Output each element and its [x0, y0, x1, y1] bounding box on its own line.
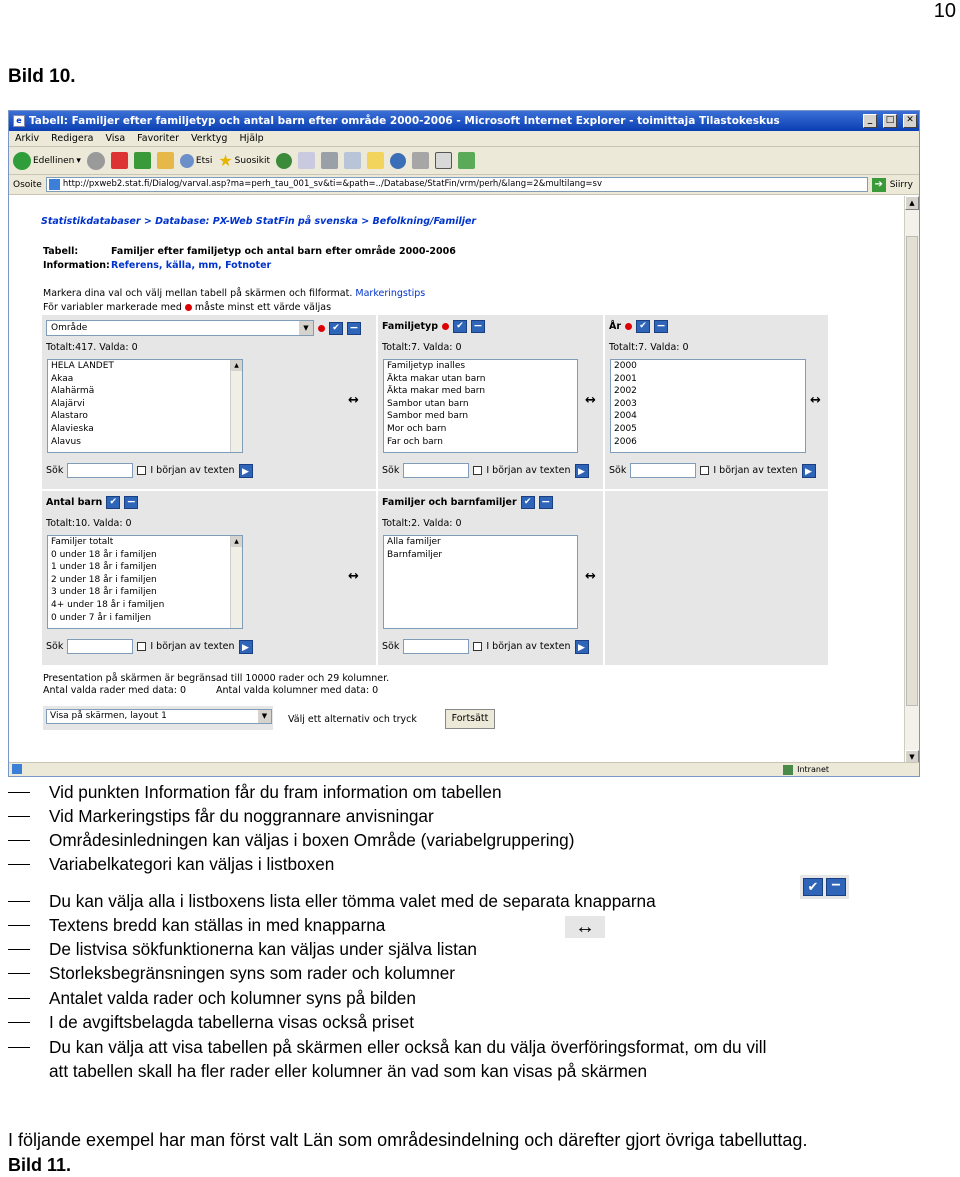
panel-title: Familjetyp	[382, 321, 438, 332]
scroll-up-icon[interactable]: ▲	[905, 196, 919, 210]
search-go-button[interactable]: ▶	[802, 464, 816, 478]
search-go-button[interactable]: ▶	[239, 640, 253, 654]
dropdown-arrow-icon: ▼	[258, 710, 271, 723]
instructions: Markera dina val och välj mellan tabell på skärmen och filformat. Markeringstips För variabler markerade med måste minst ett värde väljas	[43, 288, 426, 313]
table-label: Tabell:	[43, 246, 79, 257]
list-item[interactable]: Akaa	[51, 373, 74, 384]
menu-tools[interactable]: Verktyg	[191, 133, 228, 144]
status-zone: Intranet	[797, 765, 829, 774]
list-item[interactable]: Familjetyp inalles	[387, 361, 466, 371]
select-deselect-buttons-image	[800, 875, 849, 899]
folder-icon[interactable]	[367, 152, 384, 169]
search-icon	[180, 154, 194, 168]
window-icon[interactable]	[435, 152, 452, 169]
forward-icon[interactable]	[87, 152, 105, 170]
deselect-all-button[interactable]: −	[124, 496, 138, 509]
history-icon[interactable]	[276, 153, 292, 169]
panel-title: År	[609, 321, 622, 332]
browser-screenshot	[8, 110, 920, 777]
begins-with-checkbox[interactable]	[137, 642, 146, 651]
menu-favorites[interactable]: Favoriter	[137, 133, 180, 144]
begins-with-checkbox[interactable]	[473, 466, 482, 475]
list-item[interactable]: 3 under 18 år i familjen	[51, 587, 157, 598]
favorites-button[interactable]: ★ Suosikit	[218, 151, 271, 170]
list-item[interactable]: 2001	[614, 373, 637, 384]
list-item[interactable]: Mor och barn	[387, 423, 447, 434]
footer-text: I följande exempel har man först valt Län som områdesindelning och därefter gjort övriga tabelluttag.	[8, 1130, 808, 1150]
select-all-button[interactable]: ✔	[453, 320, 467, 333]
page-status-icon	[12, 764, 22, 774]
back-arrow-icon	[13, 152, 31, 170]
continue-button[interactable]: Fortsätt	[445, 709, 495, 729]
list-item[interactable]: Sambor med barn	[387, 411, 469, 422]
next-figure-heading: Bild 11.	[8, 1155, 72, 1175]
star-icon: ★	[218, 151, 233, 170]
breadcrumb[interactable]: Statistikdatabaser > Database: PX-Web StatFin på svenska > Befolkning/Familjer	[41, 216, 477, 227]
page-icon	[49, 179, 60, 190]
ar-listbox[interactable]	[610, 359, 806, 453]
search-row: Sök I början av texten ▶	[382, 463, 589, 478]
list-item[interactable]: 2005	[614, 423, 637, 434]
limits-info: Presentation på skärmen är begränsad till 10000 rader och 29 kolumner. Antal valda rader med data: 0 Antal valda kolumner med data: 0	[43, 673, 390, 696]
search-row: Sök I början av texten ▶	[46, 463, 253, 478]
address-label: Osoite	[13, 179, 42, 190]
list-item[interactable]: 4+ under 18 år i familjen	[51, 599, 165, 610]
required-dot-icon	[318, 325, 325, 332]
window-title: Tabell: Familjer efter familjetyp och antal barn efter område 2000-2006 - Microsoft Internet Explorer - toimittaja Tilastokeskus	[29, 115, 780, 127]
list-item[interactable]: Barnfamiljer	[387, 549, 443, 560]
scroll-up-icon[interactable]: ▲	[231, 360, 242, 371]
scroll-down-icon[interactable]: ▼	[905, 750, 919, 764]
page-number: 10	[933, 0, 956, 22]
panel-totals: Totalt:7. Valda: 0	[382, 342, 462, 353]
list-item[interactable]: Alahärmä	[51, 386, 95, 397]
list-item[interactable]: 2006	[614, 436, 637, 447]
panel-familjetyp	[377, 314, 604, 490]
search-go-button[interactable]: ▶	[575, 464, 589, 478]
panel-totals: Totalt:7. Valda: 0	[609, 342, 689, 353]
list-item[interactable]: 2004	[614, 411, 637, 422]
listbox-scrollbar[interactable]	[230, 360, 242, 452]
go-arrow-icon[interactable]: ➔	[872, 178, 886, 192]
begins-with-checkbox[interactable]	[137, 466, 146, 475]
page-content	[9, 196, 905, 764]
menu-view[interactable]: Visa	[105, 133, 126, 144]
scroll-thumb[interactable]	[906, 236, 918, 706]
edit-icon[interactable]	[344, 152, 361, 169]
list-item[interactable]: 2003	[614, 398, 637, 409]
information-links[interactable]: Referens, källa, mm, Fotnoter	[111, 260, 272, 271]
list-item[interactable]: Alajärvi	[51, 398, 85, 409]
table-info	[43, 245, 456, 273]
width-arrow-icon[interactable]: ↔	[348, 393, 359, 408]
status-bar	[9, 762, 919, 776]
search-go-button[interactable]: ▶	[239, 464, 253, 478]
antal-barn-listbox[interactable]	[47, 535, 243, 629]
menu-file[interactable]: Arkiv	[15, 133, 40, 144]
search-row: Sök I början av texten ▶	[46, 639, 253, 654]
list-item[interactable]: Alavieska	[51, 423, 94, 434]
scroll-up-icon[interactable]: ▲	[231, 536, 242, 547]
panel-title: Antal barn	[46, 497, 103, 508]
select-all-button[interactable]: ✔	[636, 320, 650, 333]
width-arrow-icon[interactable]: ↔	[348, 569, 359, 584]
list-item[interactable]: Äkta makar utan barn	[387, 373, 486, 384]
list-item[interactable]: Familjer totalt	[51, 537, 114, 547]
omrade-listbox[interactable]	[47, 359, 243, 453]
list-item[interactable]: Alastaro	[51, 411, 88, 422]
mail-icon[interactable]	[298, 152, 315, 169]
list-item[interactable]: 2002	[614, 386, 637, 397]
select-all-button[interactable]: ✔	[329, 322, 343, 335]
window-titlebar	[9, 111, 919, 131]
deselect-all-button[interactable]: −	[539, 496, 553, 509]
search-button[interactable]: Etsi	[180, 154, 212, 168]
information-label: Information:	[43, 260, 110, 271]
select-all-button[interactable]: ✔	[106, 496, 120, 509]
begins-with-checkbox[interactable]	[700, 466, 709, 475]
refresh-icon[interactable]	[134, 152, 151, 169]
markeringstips-link[interactable]: Markeringstips	[355, 288, 426, 299]
list-item[interactable]: 1 under 18 år i familjen	[51, 562, 157, 573]
listbox-scrollbar[interactable]	[230, 536, 242, 628]
stop-icon[interactable]	[111, 152, 128, 169]
list-item[interactable]: Alla familjer	[387, 537, 441, 547]
globe-icon[interactable]	[390, 153, 406, 169]
search-input[interactable]	[630, 463, 696, 478]
research-icon[interactable]	[412, 152, 429, 169]
maximize-button[interactable]: □	[883, 114, 897, 128]
list-item[interactable]: 0 under 7 år i familjen	[51, 612, 152, 623]
toolbar	[9, 147, 919, 175]
address-input[interactable]: http://pxweb2.stat.fi/Dialog/varval.asp?ma=perh_tau_001_sv&ti=&path=../Database/StatFin/vrm/perh/&lang=2&multilang=sv	[46, 177, 868, 192]
width-arrow-icon[interactable]: ↔	[810, 393, 821, 408]
select-all-button[interactable]: ✔	[521, 496, 535, 509]
list-item[interactable]: Sambor utan barn	[387, 398, 469, 409]
panel-totals: Totalt:2. Valda: 0	[382, 518, 462, 529]
panel-antal-barn	[41, 490, 377, 666]
panel-familjer-och-barnfamiljer	[377, 490, 604, 666]
page-scrollbar[interactable]	[904, 196, 919, 764]
check-icon: ✔	[803, 878, 823, 896]
minimize-button[interactable]: _	[863, 114, 877, 128]
search-row: Sök I början av texten ▶	[382, 639, 589, 654]
familjer-listbox[interactable]	[383, 535, 578, 629]
required-dot-icon	[185, 304, 192, 311]
panel-totals: Totalt:417. Valda: 0	[46, 342, 138, 353]
list-item[interactable]: 2000	[614, 361, 637, 371]
dropdown-arrow-icon: ▼	[299, 321, 313, 335]
address-bar	[9, 175, 919, 195]
panel-omrade	[41, 314, 377, 490]
search-input[interactable]	[67, 463, 133, 478]
output-hint: Välj ett alternativ och tryck	[288, 714, 417, 725]
width-arrow-icon[interactable]: ↔	[585, 393, 596, 408]
list-item[interactable]: Äkta makar med barn	[387, 386, 486, 397]
deselect-all-button[interactable]: −	[654, 320, 668, 333]
deselect-all-button[interactable]: −	[347, 322, 361, 335]
panel-title: Familjer och barnfamiljer	[382, 497, 517, 508]
search-go-button[interactable]: ▶	[575, 640, 589, 654]
menu-bar	[9, 131, 919, 147]
deselect-all-button[interactable]: −	[471, 320, 485, 333]
required-dot-icon	[625, 323, 632, 330]
search-row: Sök I början av texten ▶	[609, 463, 816, 478]
print-icon[interactable]	[321, 152, 338, 169]
list-item[interactable]: HELA LANDET	[51, 361, 114, 371]
width-arrow-icon[interactable]: ↔	[585, 569, 596, 584]
empty-panel	[604, 490, 829, 666]
search-input[interactable]	[403, 463, 469, 478]
list-item[interactable]: 0 under 18 år i familjen	[51, 549, 157, 560]
list-item[interactable]: Alavus	[51, 436, 81, 447]
ie-icon: e	[13, 115, 25, 127]
messenger-icon[interactable]	[458, 152, 475, 169]
begins-with-checkbox[interactable]	[473, 642, 482, 651]
back-button[interactable]: Edellinen ▾	[13, 152, 81, 170]
output-select-wrap	[43, 706, 273, 730]
panel-ar	[604, 314, 829, 490]
menu-help[interactable]: Hjälp	[239, 133, 264, 144]
omrade-select[interactable]: Område ▼	[46, 320, 314, 336]
menu-edit[interactable]: Redigera	[51, 133, 94, 144]
panel-totals: Totalt:10. Valda: 0	[46, 518, 132, 529]
width-arrow-icon: ↔	[565, 916, 605, 938]
search-input[interactable]	[67, 639, 133, 654]
list-item[interactable]: 2 under 18 år i familjen	[51, 574, 157, 585]
figure-heading: Bild 10.	[8, 66, 76, 87]
intranet-icon	[783, 765, 793, 775]
output-select[interactable]: Visa på skärmen, layout 1 ▼	[46, 709, 272, 724]
search-input[interactable]	[403, 639, 469, 654]
close-button[interactable]: ✕	[903, 114, 917, 128]
required-dot-icon	[442, 323, 449, 330]
familjetyp-listbox[interactable]	[383, 359, 578, 453]
table-title: Familjer efter familjetyp och antal barn efter område 2000-2006	[111, 246, 456, 257]
go-button[interactable]: Siirry	[889, 179, 913, 190]
minus-icon: −	[826, 878, 846, 896]
home-icon[interactable]	[157, 152, 174, 169]
list-item[interactable]: Far och barn	[387, 436, 443, 447]
